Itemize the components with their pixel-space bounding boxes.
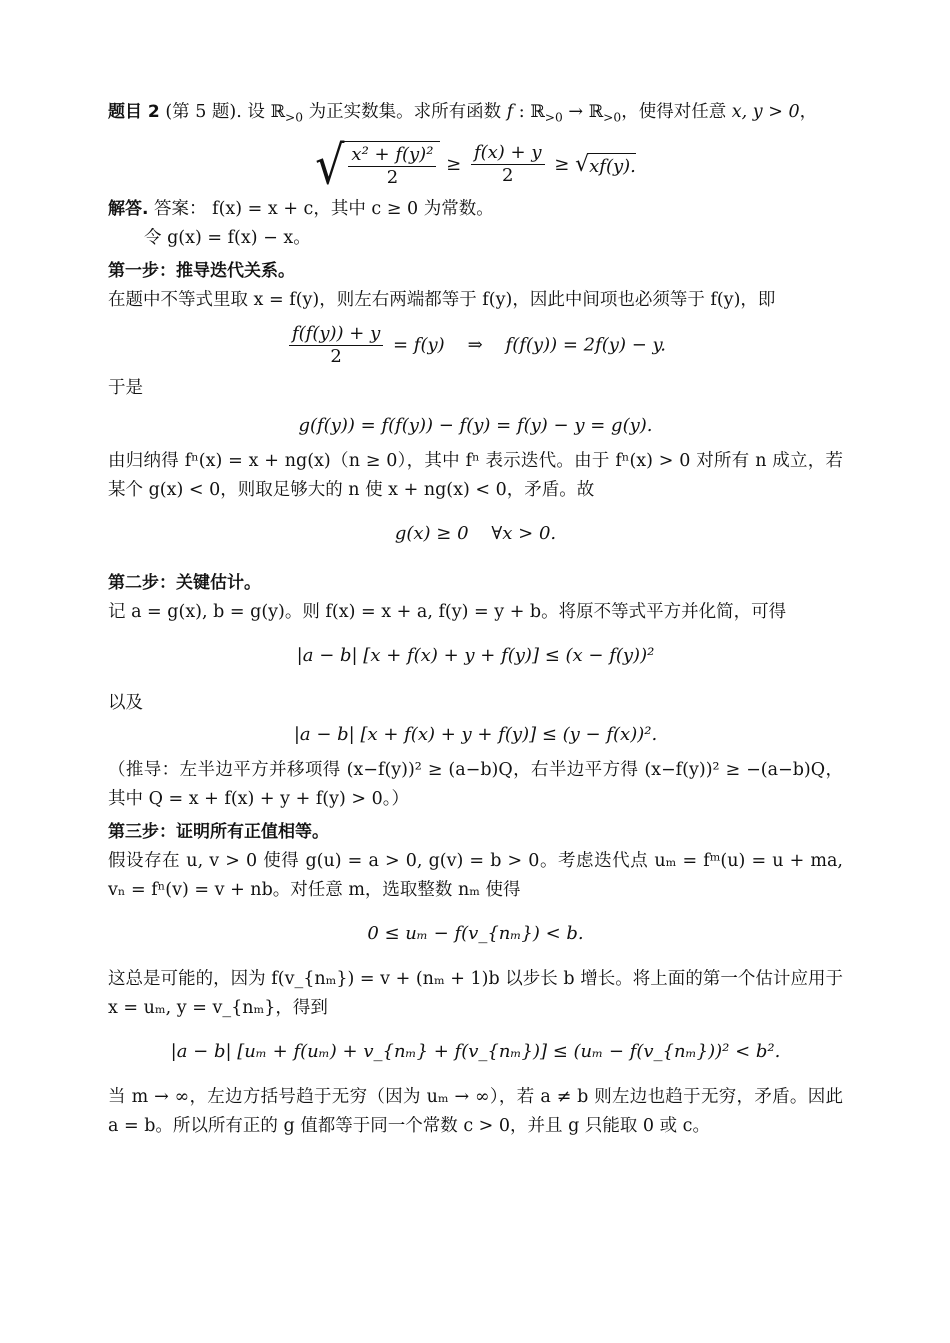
sqrt-left: √ $\frac{\text{x² + f(y)²}}{2}$ xyxy=(315,141,440,189)
problem-statement: 题目 2 (第 5 题). 设 ℝ$_{>0}$ 为正实数集。求所有函数 f : ℝ$_{>0}$ → ℝ$_{>0}$，使得对任意 x, y > 0， xyxy=(108,102,818,125)
main-inequality: √ $\frac{\text{x² + f(y)²}}{2}$ ≥ $\frac{f(x) + y}{2}$ ≥ √xf(y). xyxy=(315,133,636,196)
answer-label: 解答. xyxy=(108,198,149,219)
step1-eq3: g(x) ≥ 0 ∀x > 0. xyxy=(394,522,557,544)
step2-eq2: |a − b| [x + f(x) + y + f(y)] ≤ (y − f(x))². xyxy=(293,723,658,745)
middle-fraction: $\frac{f(x) + y}{2}$ xyxy=(471,142,545,187)
step3-p3: 当 m → ∞，左边方括号趋于无穷（因为 uₘ → ∞），若 a ≠ b 则左边也趋于无穷，矛盾。因此 a = b。所以所有正的 g 值都等于同一个常数 c > 0，并且 g 只能取 0 或 c。 xyxy=(108,1086,843,1136)
problem-label: 题目 2 xyxy=(108,102,160,122)
step1-eq1: $\frac{f(f(y)) + y}{2}$ = f(y) ⇒ f(f(y)) = 2f(y) − y. xyxy=(108,323,843,368)
step2-p1: 记 a = g(x), b = g(y)。则 f(x) = x + a, f(y) = y + b。将原不等式平方并化简，可得 xyxy=(108,601,787,622)
problem-number: (第 5 题). xyxy=(165,102,242,122)
answer-text: 答案： f(x) = x + c，其中 c ≥ 0 为常数。 xyxy=(154,198,494,219)
let-g: 令 g(x) = f(x) − x。 xyxy=(144,227,311,248)
step1-so: 于是 xyxy=(108,377,143,398)
step2-eq1: |a − b| [x + f(x) + y + f(y)] ≤ (x − f(y))² xyxy=(296,644,655,666)
step3-p2: 这总是可能的，因为 f(v_{nₘ}) = v + (nₘ + 1)b 以步长 b 增长。将上面的第一个估计应用于 x = uₘ, y = v_{nₘ}，得到 xyxy=(108,968,843,1018)
step3-p1: 假设存在 u, v > 0 使得 g(u) = a > 0, g(v) = b > 0。考虑迭代点 uₘ = fᵐ(u) = u + ma, vₙ = fⁿ(v) = v + nb。对任意 m，选取整数 nₘ 使得 xyxy=(108,850,843,900)
sqrt-right: √xf(y). xyxy=(575,151,636,177)
page xyxy=(108,98,843,1141)
step3-eq2: |a − b| [uₘ + f(uₘ) + v_{nₘ} + f(v_{nₘ})] ≤ (uₘ − f(v_{nₘ}))² < b². xyxy=(170,1040,781,1062)
step1-eq2: g(f(y)) = f(f(y)) − f(y) = f(y) − y = g(y). xyxy=(298,414,653,436)
step2-also: 以及 xyxy=(108,692,143,713)
answer xyxy=(108,195,843,224)
step1-p2: 由归纳得 fⁿ(x) = x + ng(x)（n ≥ 0），其中 fⁿ 表示迭代。由于 fⁿ(x) > 0 对所有 n 成立，若某个 g(x) < 0，则取足够大的 n 使 x + ng(x) < 0，矛盾。故 xyxy=(108,450,843,500)
step1-p1: 在题中不等式里取 x = f(y)，则左右两端都等于 f(y)，因此中间项也必须等于 f(y)，即 xyxy=(108,289,776,310)
step2-title: 第二步：关键估计。 xyxy=(108,572,261,593)
step2-note: （推导：左半边平方并移项得 (x−f(y))² ≥ (a−b)Q，右半边平方得 (x−f(y))² ≥ −(a−b)Q，其中 Q = x + f(x) + y + f(y) > 0。） xyxy=(108,759,843,809)
step3-eq1: 0 ≤ uₘ − f(v_{nₘ}) < b. xyxy=(367,922,584,944)
step3-title: 第三步：证明所有正值相等。 xyxy=(108,821,329,842)
step1-title: 第一步：推导迭代关系。 xyxy=(108,260,295,281)
